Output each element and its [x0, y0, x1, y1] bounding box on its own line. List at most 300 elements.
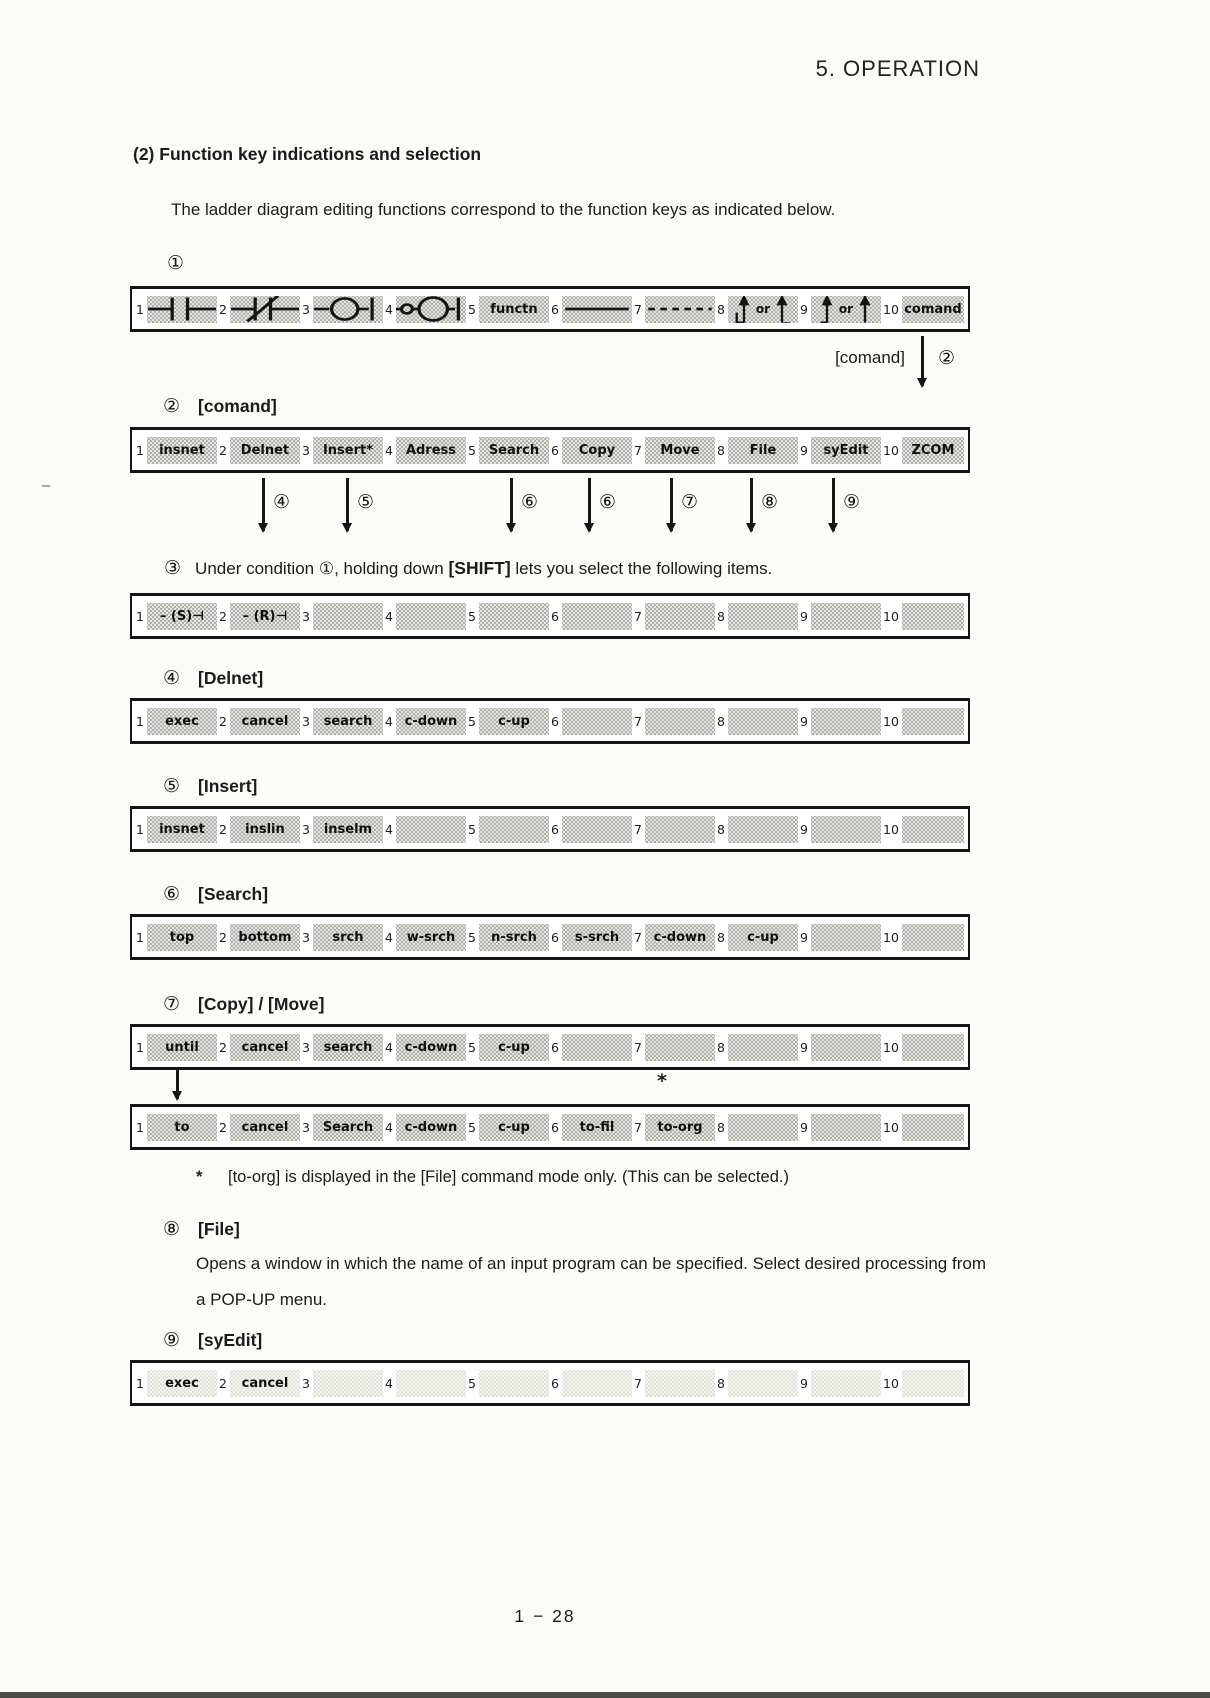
fkey-number: 9 — [800, 929, 808, 945]
fkey-label: Adress — [396, 437, 466, 464]
fkey-blank — [313, 603, 383, 630]
function-key-bar-syedit — [130, 1360, 970, 1406]
fkey-blank — [562, 1370, 632, 1397]
fkey-cell — [550, 437, 633, 464]
heading-delnet — [163, 667, 263, 689]
fkey-label: c-up — [479, 1034, 549, 1061]
fkey-blank — [902, 1034, 964, 1061]
fkey-number: 9 — [800, 1375, 808, 1391]
fkey-cell — [882, 1114, 965, 1141]
fkey-blank — [728, 1370, 798, 1397]
fkey-cell — [301, 1370, 384, 1397]
branch-number: ⑥ — [521, 491, 539, 513]
fkey-number: 6 — [551, 442, 559, 458]
fkey-number: 2 — [219, 713, 227, 729]
fkey-number: 3 — [302, 1119, 310, 1135]
fkey-number: 2 — [219, 1375, 227, 1391]
scan-artifact-dash: – — [42, 477, 51, 494]
fkey-cell — [218, 1370, 301, 1397]
fkey-cell — [384, 1034, 467, 1061]
fkey-cell — [550, 924, 633, 951]
fkey-cell — [633, 603, 716, 630]
branch-number: ⑥ — [599, 491, 617, 513]
fkey-number: 3 — [302, 1375, 310, 1391]
fkey-cell — [218, 1034, 301, 1061]
fkey-cell — [467, 708, 550, 735]
fkey-number: 5 — [468, 1119, 476, 1135]
fkey-number: 7 — [634, 608, 642, 624]
function-key-bar-copymove-2 — [130, 1104, 970, 1150]
fkey-label: c-up — [479, 1114, 549, 1141]
function-key-bar-comand — [130, 427, 970, 473]
fkey-cell — [716, 1370, 799, 1397]
heading-search-number: ⑥ — [163, 883, 181, 905]
fkey-number: 2 — [219, 1039, 227, 1055]
fkey-number: 3 — [302, 442, 310, 458]
fkey-cell — [301, 1034, 384, 1061]
fkey-blank — [479, 1370, 549, 1397]
fkey-cell — [301, 437, 384, 464]
shift-key-label: [SHIFT] — [448, 558, 511, 578]
fkey-cell — [135, 1034, 218, 1061]
branch-number: ⑤ — [357, 491, 375, 513]
heading-comand-title: [comand] — [198, 396, 277, 416]
fkey-number: 6 — [551, 713, 559, 729]
heading-search — [163, 883, 268, 905]
function-key-bar-delnet — [130, 698, 970, 744]
fkey-label: c-up — [728, 924, 798, 951]
coil-icon — [313, 296, 383, 323]
fkey-number: 9 — [800, 442, 808, 458]
fkey-cell — [218, 1114, 301, 1141]
fkey-number: 9 — [800, 821, 808, 837]
fkey-cell — [633, 708, 716, 735]
fkey-number: 1 — [136, 301, 144, 317]
fkey-number: 8 — [717, 821, 725, 837]
fkey-label: exec — [147, 708, 217, 735]
fkey-label: search — [313, 708, 383, 735]
fkey-label: Delnet — [230, 437, 300, 464]
fkey-cell — [218, 603, 301, 630]
fkey-cell — [301, 1114, 384, 1141]
fkey-cell — [550, 296, 633, 323]
down-arrow-icon — [921, 336, 924, 386]
branch-arrow — [588, 478, 628, 536]
condition-3-number: ③ — [164, 557, 182, 579]
down-arrow-icon — [588, 478, 591, 531]
fkey-number: 8 — [717, 442, 725, 458]
fkey-number: 7 — [634, 1375, 642, 1391]
fkey-blank — [728, 603, 798, 630]
fkey-number: 5 — [468, 442, 476, 458]
fkey-cell — [799, 816, 882, 843]
fkey-cell — [218, 437, 301, 464]
fkey-number: 4 — [385, 1375, 393, 1391]
fkey-number: 7 — [634, 442, 642, 458]
contact-closed-icon — [230, 296, 300, 323]
fkey-number: 10 — [883, 821, 899, 837]
condition-3-text — [164, 557, 772, 579]
fkey-blank — [562, 816, 632, 843]
fkey-number: 4 — [385, 713, 393, 729]
fkey-cell — [467, 924, 550, 951]
fkey-cell — [384, 603, 467, 630]
heading-syedit-title: [syEdit] — [198, 1330, 263, 1350]
fkey-label: c-down — [396, 1114, 466, 1141]
fkey-cell — [799, 437, 882, 464]
fkey-number: 7 — [634, 713, 642, 729]
fkey-blank — [811, 924, 881, 951]
fkey-number: 1 — [136, 608, 144, 624]
fkey-number: 1 — [136, 1039, 144, 1055]
fkey-blank — [902, 924, 964, 951]
page-number: 1 − 28 — [514, 1606, 576, 1626]
fkey-number: 10 — [883, 608, 899, 624]
condition-3-post: lets you select the following items. — [510, 559, 773, 578]
section-title: (2) Function key indications and selection — [133, 144, 482, 164]
fkey-blank — [479, 603, 549, 630]
fkey-cell — [799, 1370, 882, 1397]
heading-search-title: [Search] — [198, 884, 269, 904]
fkey-blank — [728, 816, 798, 843]
fkey-number: 4 — [385, 301, 393, 317]
fkey-number: 5 — [468, 301, 476, 317]
down-arrow-icon — [262, 478, 265, 531]
fkey-number: 6 — [551, 929, 559, 945]
fkey-cell — [467, 603, 550, 630]
fkey-cell — [550, 1370, 633, 1397]
fkey-cell — [135, 437, 218, 464]
fkey-blank — [396, 816, 466, 843]
fkey-cell — [716, 708, 799, 735]
fkey-blank — [396, 1370, 466, 1397]
condition-3-pre: Under condition ①, holding down — [195, 559, 449, 578]
fkey-cell — [716, 816, 799, 843]
fkey-number: 2 — [219, 442, 227, 458]
fkey-blank — [902, 708, 964, 735]
heading-file-title: [File] — [198, 1219, 240, 1239]
fkey-cell — [301, 816, 384, 843]
function-key-bar-initial — [130, 286, 970, 332]
fkey-cell — [384, 924, 467, 951]
fkey-cell — [882, 924, 965, 951]
comand-flow-number: ② — [938, 347, 956, 369]
fkey-cell — [301, 924, 384, 951]
fkey-number: 8 — [717, 608, 725, 624]
fkey-number: 7 — [634, 1119, 642, 1135]
fkey-blank — [728, 708, 798, 735]
fkey-number: 3 — [302, 1039, 310, 1055]
fkey-cell — [467, 296, 550, 323]
fkey-cell — [799, 603, 882, 630]
fkey-label: exec — [147, 1370, 217, 1397]
heading-syedit-number: ⑨ — [163, 1329, 181, 1351]
fkey-cell — [716, 603, 799, 630]
fkey-label: ZCOM — [902, 437, 964, 464]
branch-arrow — [262, 478, 302, 536]
fkey-number: 4 — [385, 1119, 393, 1135]
heading-file — [163, 1218, 240, 1240]
fkey-label: top — [147, 924, 217, 951]
fkey-cell — [716, 1034, 799, 1061]
branch-arrows-row — [130, 478, 970, 536]
down-arrow-icon — [176, 1068, 179, 1099]
fkey-cell — [384, 1114, 467, 1141]
fkey-cell — [633, 1114, 716, 1141]
fkey-blank — [562, 708, 632, 735]
dashed-line-icon — [645, 296, 715, 323]
heading-delnet-number: ④ — [163, 667, 181, 689]
fkey-label: – (R)⊣ — [230, 603, 300, 630]
fkey-blank — [728, 1034, 798, 1061]
fkey-cell — [882, 1034, 965, 1061]
fkey-cell — [799, 924, 882, 951]
heading-insert-title: [Insert] — [198, 776, 258, 796]
fkey-label: n-srch — [479, 924, 549, 951]
fkey-label: s-srch — [562, 924, 632, 951]
heading-copymove — [163, 993, 324, 1015]
fkey-label: – (S)⊣ — [147, 603, 217, 630]
fkey-cell — [882, 603, 965, 630]
fkey-label: srch — [313, 924, 383, 951]
fkey-cell — [550, 603, 633, 630]
fkey-number: 6 — [551, 1119, 559, 1135]
fkey-cell — [301, 708, 384, 735]
fkey-label: w-srch — [396, 924, 466, 951]
branch-arrow — [670, 478, 710, 536]
or-text: or — [838, 302, 854, 316]
fkey-number: 8 — [717, 929, 725, 945]
fkey-number: 6 — [551, 1375, 559, 1391]
fkey-cell — [467, 816, 550, 843]
footnote-text: [to-org] is displayed in the [File] command mode only. (This can be selected.) — [228, 1168, 789, 1186]
fkey-number: 4 — [385, 442, 393, 458]
fkey-cell — [799, 1114, 882, 1141]
fkey-label: Copy — [562, 437, 632, 464]
heading-copymove-title: [Copy] / [Move] — [198, 994, 325, 1014]
down-arrow-icon — [510, 478, 513, 531]
fkey-cell — [135, 1370, 218, 1397]
fkey-number: 4 — [385, 821, 393, 837]
fkey-blank — [728, 1114, 798, 1141]
fkey-number: 1 — [136, 713, 144, 729]
fkey-blank — [645, 1034, 715, 1061]
fkey-cell — [550, 1034, 633, 1061]
fkey-blank — [562, 1034, 632, 1061]
fkey-cell — [384, 296, 467, 323]
fkey-number: 2 — [219, 301, 227, 317]
heading-file-number: ⑧ — [163, 1218, 181, 1240]
fkey-cell — [882, 437, 965, 464]
fkey-label: inselm — [313, 816, 383, 843]
fkey-blank — [811, 1114, 881, 1141]
branch-arrow — [510, 478, 550, 536]
fkey-blank — [313, 1370, 383, 1397]
fkey-number: 5 — [468, 713, 476, 729]
fkey-number: 10 — [883, 442, 899, 458]
fkey-cell — [882, 708, 965, 735]
fkey-cell — [218, 816, 301, 843]
fkey-number: 5 — [468, 1375, 476, 1391]
fkey-cell — [135, 603, 218, 630]
footnote-marker: * — [196, 1168, 203, 1186]
fkey-number: 10 — [883, 713, 899, 729]
fkey-label: c-down — [396, 708, 466, 735]
fkey-cell — [135, 296, 218, 323]
fkey-blank — [479, 816, 549, 843]
chapter-header: 5. OPERATION — [815, 56, 980, 81]
scan-edge-strip — [0, 1692, 1210, 1698]
fkey-cell — [301, 603, 384, 630]
fkey-cell — [633, 437, 716, 464]
fkey-cell — [384, 1370, 467, 1397]
up-arrows-or-icon — [728, 296, 798, 323]
branch-number: ⑨ — [843, 491, 861, 513]
fkey-cell — [135, 924, 218, 951]
fkey-blank — [902, 1370, 964, 1397]
fkey-cell — [799, 708, 882, 735]
fkey-blank — [645, 603, 715, 630]
or-text: or — [755, 302, 771, 316]
fkey-blank — [902, 603, 964, 630]
file-description: Opens a window in which the name of an input program can be specified. Select desired processing from a POP-UP menu. — [196, 1254, 986, 1309]
fkey-number: 7 — [634, 1039, 642, 1055]
fkey-number: 4 — [385, 608, 393, 624]
fkey-number: 2 — [219, 821, 227, 837]
branch-number: ⑧ — [761, 491, 779, 513]
fkey-number: 10 — [883, 1039, 899, 1055]
fkey-number: 10 — [883, 929, 899, 945]
branch-number: ④ — [273, 491, 291, 513]
fkey-blank — [645, 708, 715, 735]
fkey-cell — [799, 296, 882, 323]
function-key-bar-shift — [130, 593, 970, 639]
fkey-label: inslin — [230, 816, 300, 843]
down-arrow-icon — [832, 478, 835, 531]
heading-copymove-number: ⑦ — [163, 993, 181, 1015]
heading-comand — [163, 395, 277, 417]
fkey-label: c-down — [645, 924, 715, 951]
fkey-number: 2 — [219, 608, 227, 624]
heading-delnet-title: [Delnet] — [198, 668, 264, 688]
fkey-number: 9 — [800, 713, 808, 729]
fkey-number: 5 — [468, 1039, 476, 1055]
fkey-blank — [902, 1114, 964, 1141]
fkey-number: 3 — [302, 301, 310, 317]
fkey-label: bottom — [230, 924, 300, 951]
up-arrows-or-icon — [811, 296, 881, 323]
fkey-cell — [633, 1034, 716, 1061]
fkey-label: insnet — [147, 437, 217, 464]
fkey-blank — [562, 603, 632, 630]
fkey-label: to — [147, 1114, 217, 1141]
fkey-label: insnet — [147, 816, 217, 843]
fkey-label: cancel — [230, 1034, 300, 1061]
fkey-number: 5 — [468, 821, 476, 837]
fkey-blank — [811, 1370, 881, 1397]
fkey-number: 9 — [800, 301, 808, 317]
fkey-cell — [550, 816, 633, 843]
fkey-cell — [467, 437, 550, 464]
fkey-cell — [633, 816, 716, 843]
fkey-blank — [811, 708, 881, 735]
fkey-cell — [135, 816, 218, 843]
fkey-cell — [882, 296, 965, 323]
fkey-number: 2 — [219, 929, 227, 945]
fkey-number: 9 — [800, 1039, 808, 1055]
fkey-label: syEdit — [811, 437, 881, 464]
fkey-label: Insert* — [313, 437, 383, 464]
to-org-footnote — [196, 1168, 789, 1187]
fkey-number: 10 — [883, 1375, 899, 1391]
fkey-cell — [633, 924, 716, 951]
fkey-label: cancel — [230, 708, 300, 735]
fkey-number: 1 — [136, 1119, 144, 1135]
output-coil-icon — [396, 296, 466, 323]
heading-insert — [163, 775, 257, 797]
fkey-number: 2 — [219, 1119, 227, 1135]
fkey-cell — [550, 1114, 633, 1141]
function-key-bar-insert — [130, 806, 970, 852]
fkey-cell — [799, 1034, 882, 1061]
fkey-cell — [716, 296, 799, 323]
fkey-label: to-org — [645, 1114, 715, 1141]
fkey-cell — [384, 816, 467, 843]
fkey-cell — [882, 816, 965, 843]
solid-line-icon — [562, 296, 632, 323]
down-arrow-icon — [346, 478, 349, 531]
fkey-blank — [811, 603, 881, 630]
function-key-bar-search — [130, 914, 970, 960]
fkey-cell — [716, 1114, 799, 1141]
fkey-number: 10 — [883, 1119, 899, 1135]
fkey-blank — [645, 1370, 715, 1397]
fkey-cell — [467, 1034, 550, 1061]
fkey-cell — [633, 296, 716, 323]
fkey-cell — [716, 924, 799, 951]
branch-arrow — [832, 478, 872, 536]
fkey-number: 8 — [717, 1375, 725, 1391]
branch-number: ⑦ — [681, 491, 699, 513]
fkey-label: to-fil — [562, 1114, 632, 1141]
fkey-number: 1 — [136, 929, 144, 945]
fkey-cell — [716, 437, 799, 464]
fkey-label: until — [147, 1034, 217, 1061]
fkey-label: functn — [479, 296, 549, 323]
fkey-cell — [218, 924, 301, 951]
down-arrow-icon — [670, 478, 673, 531]
fkey-blank — [396, 603, 466, 630]
fkey-number: 6 — [551, 821, 559, 837]
fkey-cell — [135, 708, 218, 735]
fkey-blank — [811, 1034, 881, 1061]
heading-comand-number: ② — [163, 395, 181, 417]
fkey-number: 3 — [302, 929, 310, 945]
fkey-number: 5 — [468, 608, 476, 624]
fkey-label: c-up — [479, 708, 549, 735]
fkey-number: 10 — [883, 301, 899, 317]
fkey-label: cancel — [230, 1114, 300, 1141]
fkey-number: 5 — [468, 929, 476, 945]
fkey-label: cancel — [230, 1370, 300, 1397]
branch-arrow — [750, 478, 790, 536]
fkey-label: Search — [313, 1114, 383, 1141]
fkey-cell — [467, 1370, 550, 1397]
contact-open-icon — [147, 296, 217, 323]
fkey-blank — [902, 816, 964, 843]
fkey-number: 4 — [385, 1039, 393, 1055]
fkey-cell — [384, 437, 467, 464]
